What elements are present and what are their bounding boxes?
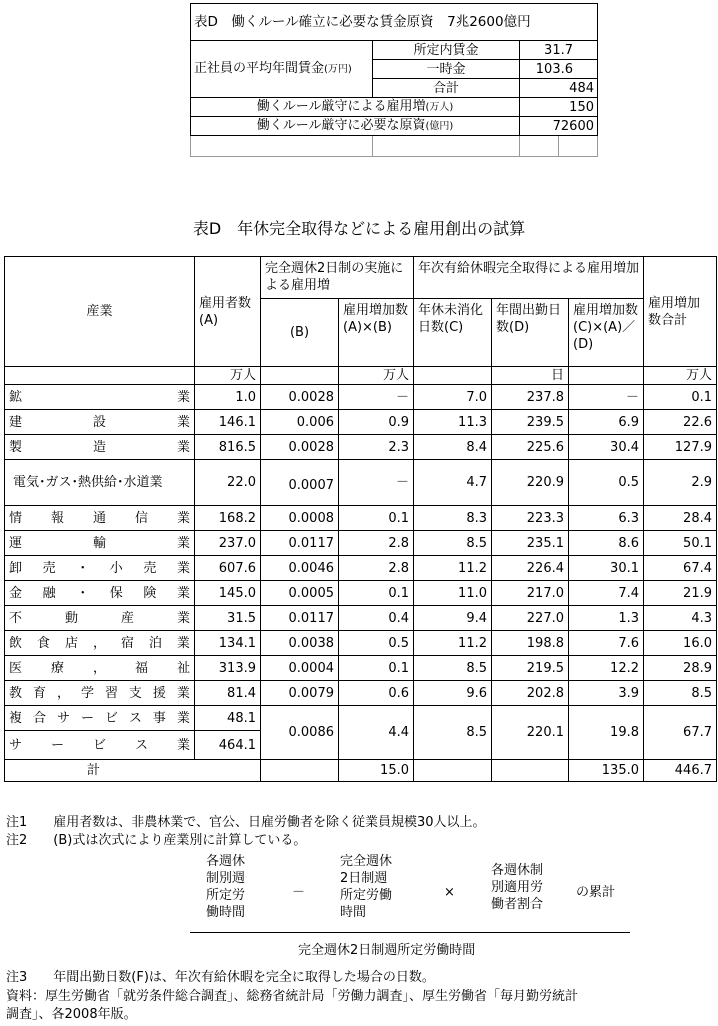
industry-name <box>9 389 190 406</box>
ab-cell: － <box>339 460 414 506</box>
unit-ab: 万人 <box>339 367 414 385</box>
b-cell: 0.0005 <box>261 581 339 606</box>
b-cell: 0.0007 <box>261 460 339 506</box>
b-cell: 0.006 <box>261 410 339 435</box>
note-1: 注1 雇用者数は、非農林業で、官公、日雇労働者を除く従業員規模30人以上。 <box>6 815 486 830</box>
total-cell: 0.1 <box>644 385 717 410</box>
cad-cell: 12.2 <box>569 656 644 681</box>
table-row <box>5 606 717 631</box>
unit-total: 万人 <box>644 367 717 385</box>
d-cell: 235.1 <box>492 531 569 556</box>
industry-cell <box>5 656 195 681</box>
employment-label-cell <box>191 98 520 117</box>
d-cell: 220.9 <box>492 460 569 506</box>
industry-char: 業 <box>176 389 190 405</box>
table-row <box>5 531 717 556</box>
industry-char: 援 <box>152 685 166 701</box>
total-cell: 8.5 <box>644 681 717 706</box>
industry-char: 不 <box>9 610 23 626</box>
total-cell: 21.9 <box>644 581 717 606</box>
ab-cell: 0.1 <box>339 656 414 681</box>
d-cell: 239.5 <box>492 410 569 435</box>
industry-cell <box>5 606 195 631</box>
formula-line: 各週休制 <box>491 863 544 878</box>
cad-cell: 30.4 <box>569 435 644 460</box>
summary-box <box>190 3 598 157</box>
industry-char: 祉 <box>176 660 190 676</box>
industry-name <box>9 510 190 527</box>
total-cell: 22.6 <box>644 410 717 435</box>
ab-cell: 2.3 <box>339 435 414 460</box>
note-2: 注2 (B)式は次式により産業別に計算している。 <box>6 833 307 848</box>
header-leave-group: 年次有給休暇完全取得による雇用増加 <box>414 257 644 299</box>
industry-char: 医 <box>9 660 23 676</box>
industry-cell <box>5 435 195 460</box>
ab-cell: 4.4 <box>339 706 414 760</box>
industry-char: ， <box>92 635 106 651</box>
ab-cell: 0.1 <box>339 506 414 531</box>
b-cell: 0.0079 <box>261 681 339 706</box>
industry-cell <box>5 706 195 731</box>
cad-cell: 7.4 <box>569 581 644 606</box>
d-cell: 217.0 <box>492 581 569 606</box>
formula-line: 時間 <box>340 905 367 920</box>
c-cell: 9.4 <box>414 606 492 631</box>
table-row <box>5 506 717 531</box>
wage-unit: (万円) <box>324 64 352 75</box>
industry-char: 設 <box>92 414 106 430</box>
industry-name <box>9 585 190 602</box>
wage-row-value: 103.6 <box>520 60 598 79</box>
industry-char: 製 <box>9 439 23 455</box>
employment-label: 働くルール厳守による雇用増 <box>256 99 426 114</box>
wage-label-cell <box>191 41 373 98</box>
employees-cell: 31.5 <box>195 606 261 631</box>
industry-char: 建 <box>9 414 23 430</box>
industry-cell <box>5 506 195 531</box>
table-row <box>5 435 717 460</box>
funds-label: 働くルール厳守に必要な原資 <box>256 118 426 133</box>
formula-line: 完全週休 <box>340 854 393 869</box>
wage-row-value: 484 <box>520 79 598 98</box>
industry-char: 業 <box>176 439 190 455</box>
industry-char: 業 <box>176 560 190 576</box>
employees-cell: 146.1 <box>195 410 261 435</box>
industry-char: 事 <box>152 710 166 726</box>
industry-char: 信 <box>134 510 148 526</box>
funds-value: 72600 <box>520 117 598 136</box>
industry-char: 売 <box>143 560 157 576</box>
industry-char: ー <box>80 710 94 726</box>
formula-line: 2日制週 <box>340 871 388 886</box>
funds-label-cell <box>191 117 520 136</box>
c-cell: 8.5 <box>414 706 492 760</box>
employees-cell: 237.0 <box>195 531 261 556</box>
total-sum: 446.7 <box>644 760 717 782</box>
wage-label: 正社員の平均年間賃金 <box>194 61 325 76</box>
industry-char: ビ <box>92 737 106 753</box>
industry-cell: 電気･ガス･熱供給･水道業 <box>5 460 195 506</box>
industry-char: ス <box>128 710 142 726</box>
industry-char: 宿 <box>120 635 134 651</box>
wage-row-label: 合計 <box>373 79 520 98</box>
header-employees: 雇用者数(A) <box>195 257 261 367</box>
employees-cell: 607.6 <box>195 556 261 581</box>
industry-cell <box>5 681 195 706</box>
industry-char: 業 <box>176 510 190 526</box>
industry-char: 教 <box>9 685 23 701</box>
industry-char: 業 <box>176 685 190 701</box>
employment-value: 150 <box>520 98 598 117</box>
industry-char: 支 <box>128 685 142 701</box>
source-line-2: 調査」、各2008年版。 <box>6 1007 137 1022</box>
total-row <box>5 760 717 782</box>
table-row <box>5 410 717 435</box>
industry-char: 業 <box>176 710 190 726</box>
header-weekly-group: 完全週休2日制の実施による雇用増 <box>261 257 414 299</box>
industry-char: 習 <box>104 685 118 701</box>
b-cell: 0.0028 <box>261 435 339 460</box>
ab-cell: 2.8 <box>339 531 414 556</box>
table-row <box>5 460 717 506</box>
industry-char: 金 <box>9 585 23 601</box>
industry-char: 店 <box>64 635 78 651</box>
c-cell: 8.4 <box>414 435 492 460</box>
industry-char: 動 <box>64 610 78 626</box>
industry-char: ， <box>92 660 106 676</box>
formula-line: 働者割合 <box>491 897 544 912</box>
summary-title: 表D 働くルール確立に必要な賃金原資 7兆2600億円 <box>191 4 598 41</box>
industry-name <box>9 560 190 577</box>
b-cell: 0.0038 <box>261 631 339 656</box>
industry-char: 報 <box>50 510 64 526</box>
industry-char: 売 <box>42 560 56 576</box>
industry-char: 育 <box>32 685 46 701</box>
wage-row-label: 所定内賃金 <box>373 41 520 60</box>
formula-line: 制別週 <box>206 871 246 886</box>
cad-cell: 6.3 <box>569 506 644 531</box>
wage-row-value: 31.7 <box>520 41 598 60</box>
industry-char: ス <box>134 737 148 753</box>
formula-term3 <box>491 862 543 913</box>
industry-char: 福 <box>134 660 148 676</box>
c-cell: 8.5 <box>414 531 492 556</box>
cad-cell: 7.6 <box>569 631 644 656</box>
blank-row <box>191 136 598 157</box>
industry-char: 運 <box>9 535 23 551</box>
header-industry: 産業 <box>5 257 195 367</box>
total-cell: 67.7 <box>644 706 717 760</box>
wage-row-label: 一時金 <box>373 60 520 79</box>
unit-a: 万人 <box>195 367 261 385</box>
ab-cell: 2.8 <box>339 556 414 581</box>
total-cad: 135.0 <box>569 760 644 782</box>
ab-cell: 0.6 <box>339 681 414 706</box>
fraction-bar <box>190 932 630 933</box>
total-cell: 4.3 <box>644 606 717 631</box>
funds-unit: (億円) <box>425 121 454 132</box>
industry-cell <box>5 556 195 581</box>
unit-row <box>5 367 717 385</box>
c-cell: 11.3 <box>414 410 492 435</box>
industry-char: 複 <box>9 710 23 726</box>
table-row <box>5 385 717 410</box>
c-cell: 8.5 <box>414 656 492 681</box>
industry-cell <box>5 581 195 606</box>
industry-char: 泊 <box>148 635 162 651</box>
cad-cell: － <box>569 385 644 410</box>
cad-cell: 1.3 <box>569 606 644 631</box>
total-cell: 127.9 <box>644 435 717 460</box>
industry-char: サ <box>56 710 70 726</box>
header-c: 年休未消化日数(C) <box>414 299 492 367</box>
employees-cell: 81.4 <box>195 681 261 706</box>
industry-char: 食 <box>36 635 50 651</box>
b-cell: 0.0086 <box>261 706 339 760</box>
source-line-1: 資料：厚生労働省「就労条件総合調査」、総務省統計局「労働力調査」、厚生労働省「毎月勤労統計 <box>6 989 579 1004</box>
industry-char: 業 <box>176 635 190 651</box>
d-cell: 220.1 <box>492 706 569 760</box>
industry-name <box>9 635 190 652</box>
cad-cell: 19.8 <box>569 706 644 760</box>
formula-suffix: の累計 <box>576 885 616 900</box>
ab-cell: － <box>339 385 414 410</box>
industry-cell <box>5 385 195 410</box>
employees-cell: 464.1 <box>195 731 261 760</box>
formula-line: 働時間 <box>206 905 246 920</box>
table-caption: 表D 年休完全取得などによる雇用創出の試算 <box>192 219 526 238</box>
d-cell: 219.5 <box>492 656 569 681</box>
total-label: 計 <box>5 760 261 782</box>
b-cell: 0.0004 <box>261 656 339 681</box>
d-cell: 237.8 <box>492 385 569 410</box>
industry-char: サ <box>9 737 23 753</box>
header-b: (B) <box>261 299 339 367</box>
total-cell: 2.9 <box>644 460 717 506</box>
formula-denominator: 完全週休2日制週所定労働時間 <box>298 943 476 958</box>
table-row <box>5 581 717 606</box>
cad-cell: 3.9 <box>569 681 644 706</box>
table-row <box>5 556 717 581</box>
employees-cell: 816.5 <box>195 435 261 460</box>
employees-cell: 134.1 <box>195 631 261 656</box>
industry-char: ビ <box>104 710 118 726</box>
industry-char: 保 <box>109 585 123 601</box>
c-cell: 9.6 <box>414 681 492 706</box>
employees-cell: 145.0 <box>195 581 261 606</box>
formula-term2 <box>340 853 392 921</box>
table-row <box>5 681 717 706</box>
cad-cell: 8.6 <box>569 531 644 556</box>
cad-cell: 6.9 <box>569 410 644 435</box>
industry-char: 険 <box>143 585 157 601</box>
note-3: 注3 年間出勤日数(F)は、年次有給休暇を完全に取得した場合の日数。 <box>6 970 435 985</box>
industry-char: 療 <box>50 660 64 676</box>
industry-char: 飲 <box>9 635 23 651</box>
formula-minus: － <box>292 885 306 900</box>
unit-d: 日 <box>492 367 569 385</box>
formula-line: 別適用労 <box>491 880 544 895</box>
employment-unit: (万人) <box>425 102 454 113</box>
header-d: 年間出勤日数(D) <box>492 299 569 367</box>
industry-char: 学 <box>80 685 94 701</box>
b-cell: 0.0117 <box>261 606 339 631</box>
d-cell: 225.6 <box>492 435 569 460</box>
industry-name <box>9 535 190 552</box>
b-cell: 0.0046 <box>261 556 339 581</box>
formula-line: 所定労 <box>206 888 246 903</box>
c-cell: 4.7 <box>414 460 492 506</box>
d-cell: 227.0 <box>492 606 569 631</box>
industry-cell <box>5 731 195 760</box>
industry-char: 情 <box>9 510 23 526</box>
employees-cell: 48.1 <box>195 706 261 731</box>
total-cell: 50.1 <box>644 531 717 556</box>
header-cad: 雇用増加数(C)×(A)／(D) <box>569 299 644 367</box>
ab-cell: 0.4 <box>339 606 414 631</box>
merged-row-1 <box>5 706 717 731</box>
c-cell: 7.0 <box>414 385 492 410</box>
industry-name <box>9 660 190 677</box>
employment-table <box>4 256 717 782</box>
c-cell: 8.3 <box>414 506 492 531</box>
c-cell: 11.2 <box>414 556 492 581</box>
total-cell: 28.4 <box>644 506 717 531</box>
ab-cell: 0.9 <box>339 410 414 435</box>
industry-cell <box>5 410 195 435</box>
table-row <box>5 656 717 681</box>
industry-char: 通 <box>92 510 106 526</box>
b-cell: 0.0028 <box>261 385 339 410</box>
total-cell: 67.4 <box>644 556 717 581</box>
formula-times: × <box>444 885 455 900</box>
industry-char: 融 <box>42 585 56 601</box>
cad-cell: 0.5 <box>569 460 644 506</box>
employees-cell: 168.2 <box>195 506 261 531</box>
industry-char: 業 <box>176 535 190 551</box>
formula-line: 所定労働 <box>340 888 393 903</box>
industry-char: 輸 <box>92 535 106 551</box>
industry-char: ・ <box>76 585 90 601</box>
total-ab: 15.0 <box>339 760 414 782</box>
industry-name <box>9 685 190 702</box>
ab-cell: 0.1 <box>339 581 414 606</box>
industry-char: ・ <box>76 560 90 576</box>
d-cell: 223.3 <box>492 506 569 531</box>
industry-char: 卸 <box>9 560 23 576</box>
cad-cell: 30.1 <box>569 556 644 581</box>
industry-char: 鉱 <box>9 389 23 405</box>
table-body <box>5 385 717 706</box>
industry-cell <box>5 631 195 656</box>
d-cell: 198.8 <box>492 631 569 656</box>
industry-char: 小 <box>109 560 123 576</box>
ab-cell: 0.5 <box>339 631 414 656</box>
total-cell: 16.0 <box>644 631 717 656</box>
industry-char: 合 <box>32 710 46 726</box>
industry-char: 業 <box>176 414 190 430</box>
industry-name <box>9 439 190 456</box>
d-cell: 202.8 <box>492 681 569 706</box>
industry-cell <box>5 531 195 556</box>
industry-char: 業 <box>176 610 190 626</box>
industry-name <box>9 610 190 627</box>
total-cell: 28.9 <box>644 656 717 681</box>
industry-char: 産 <box>120 610 134 626</box>
industry-char: ， <box>56 685 70 701</box>
b-cell: 0.0008 <box>261 506 339 531</box>
industry-char: ー <box>50 737 64 753</box>
table-row <box>5 631 717 656</box>
formula-line: 各週休 <box>206 854 246 869</box>
industry-name <box>9 414 190 431</box>
c-cell: 11.0 <box>414 581 492 606</box>
industry-char: 業 <box>176 737 190 753</box>
header-ab: 雇用増加数(A)×(B) <box>339 299 414 367</box>
industry-char: 業 <box>176 585 190 601</box>
c-cell: 11.2 <box>414 631 492 656</box>
header-total: 雇用増加数合計 <box>644 257 717 367</box>
formula-term1 <box>206 853 245 921</box>
industry-char: 造 <box>92 439 106 455</box>
b-cell: 0.0117 <box>261 531 339 556</box>
d-cell: 226.4 <box>492 556 569 581</box>
employees-cell: 313.9 <box>195 656 261 681</box>
employees-cell: 22.0 <box>195 460 261 506</box>
employees-cell: 1.0 <box>195 385 261 410</box>
